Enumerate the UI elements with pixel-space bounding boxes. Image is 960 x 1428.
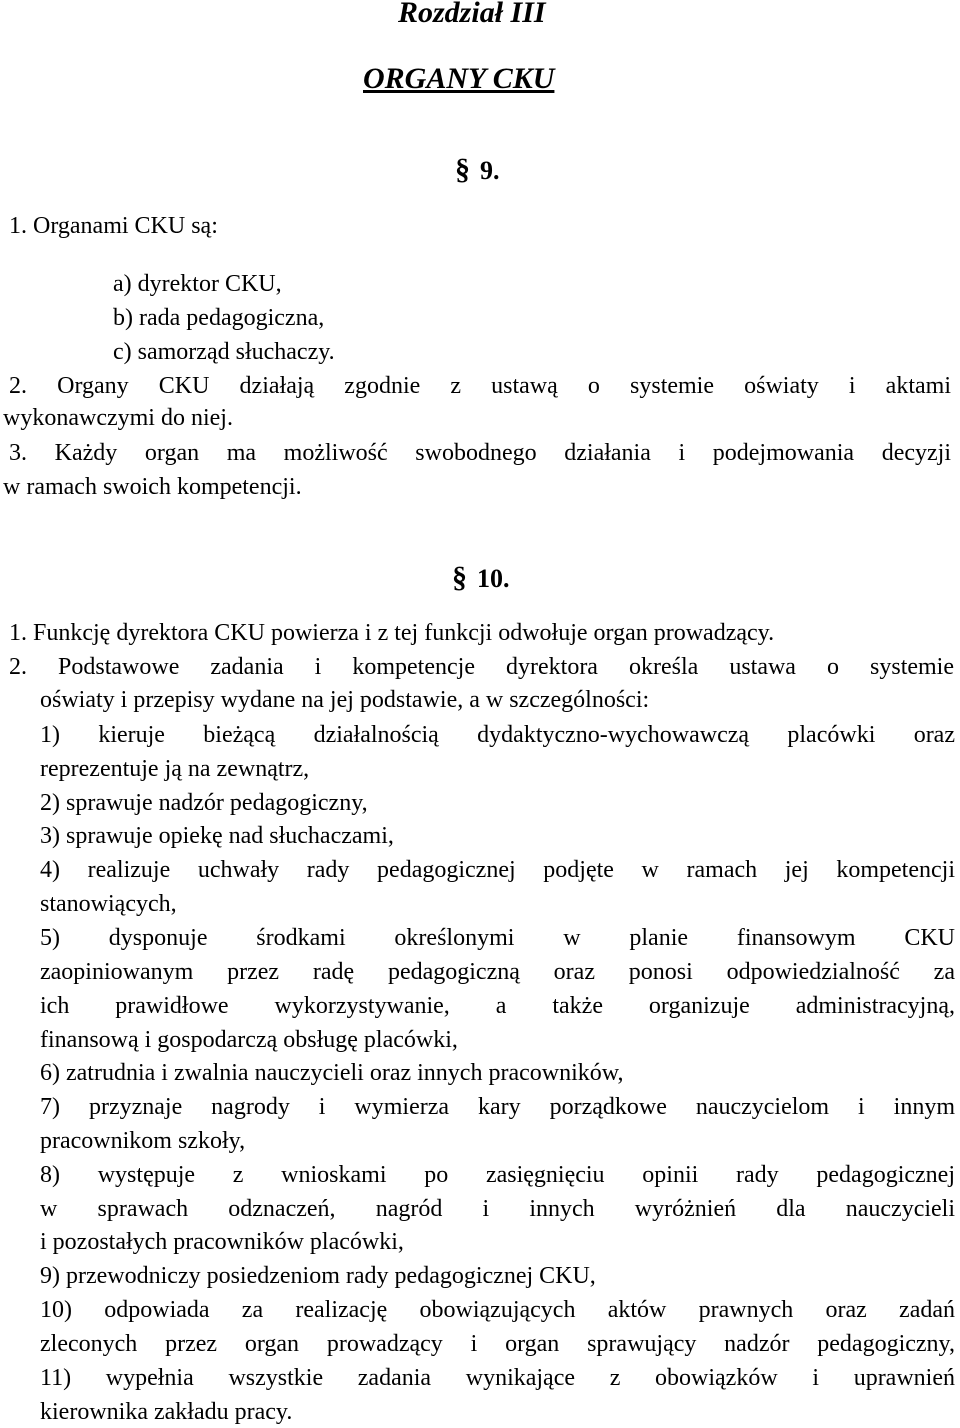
section-9-paragraph-2-line-2: wykonawczymi do niej. bbox=[3, 405, 233, 431]
section-10-number: 10. bbox=[477, 564, 510, 593]
section-sign-icon: § bbox=[455, 153, 470, 186]
section-10-line-20: 9) przewodniczy posiedzeniom rady pedagogicznej CKU, bbox=[40, 1263, 596, 1289]
list-item-b: b) rada pedagogiczna, bbox=[113, 305, 325, 331]
section-10-line-9: stanowiących, bbox=[40, 891, 177, 917]
section-10-heading bbox=[452, 563, 510, 593]
section-10-line-8: 4) realizuje uchwały rady pedagogicznej podjęte w ramach jej kompetencji bbox=[40, 857, 955, 883]
section-10-line-16: pracownikom szkoły, bbox=[40, 1128, 246, 1154]
section-9-paragraph-2-line-1: 2. Organy CKU działają zgodnie z ustawą o systemie oświaty i aktami bbox=[9, 373, 951, 399]
section-10-line-23: 11) wypełnia wszystkie zadania wynikające z obowiązków i uprawnień bbox=[40, 1365, 955, 1391]
list-item-c: c) samorząd słuchaczy. bbox=[113, 339, 335, 365]
section-10-line-1: 1. Funkcję dyrektora CKU powierza i z tej funkcji odwołuje organ prowadzący. bbox=[9, 620, 775, 646]
section-9-paragraph-3-line-1: 3. Każdy organ ma możliwość swobodnego działania i podejmowania decyzji bbox=[9, 440, 951, 466]
section-10-line-5: reprezentuje ją na zewnątrz, bbox=[40, 756, 310, 782]
section-10-line-18: w sprawach odznaczeń, nagród i innych wyróżnień dla nauczycieli bbox=[40, 1196, 955, 1222]
section-10-line-19: i pozostałych pracowników placówki, bbox=[40, 1229, 404, 1255]
section-10-line-15: 7) przyznaje nagrody i wymierza kary porządkowe nauczycielom i innym bbox=[40, 1094, 955, 1120]
section-10-line-10: 5) dysponuje środkami określonymi w planie finansowym CKU bbox=[40, 925, 955, 951]
section-10-line-12: ich prawidłowe wykorzystywanie, a także organizuje administracyjną, bbox=[40, 993, 955, 1019]
chapter-title: ORGANY CKU bbox=[363, 62, 555, 95]
section-10-line-24: kierownika zakładu pracy. bbox=[40, 1399, 293, 1425]
section-10-line-22: zleconych przez organ prowadzący i organ sprawujący nadzór pedagogiczny, bbox=[40, 1331, 955, 1357]
section-9-paragraph-1: 1. Organami CKU są: bbox=[9, 213, 218, 239]
section-sign-icon: § bbox=[452, 561, 467, 594]
list-item-a: a) dyrektor CKU, bbox=[113, 271, 282, 297]
section-10-line-17: 8) występuje z wnioskami po zasięgnięciu opinii rady pedagogicznej bbox=[40, 1162, 955, 1188]
section-10-line-6: 2) sprawuje nadzór pedagogiczny, bbox=[40, 790, 368, 816]
section-9-paragraph-3-line-2: w ramach swoich kompetencji. bbox=[3, 474, 302, 500]
chapter-heading: Rozdział III bbox=[398, 0, 546, 29]
section-10-line-7: 3) sprawuje opiekę nad słuchaczami, bbox=[40, 823, 394, 849]
section-10-line-2: 2. Podstawowe zadania i kompetencje dyrektora określa ustawa o systemie bbox=[9, 654, 954, 680]
section-10-line-14: 6) zatrudnia i zwalnia nauczycieli oraz innych pracowników, bbox=[40, 1060, 624, 1086]
section-9-number: 9. bbox=[480, 156, 500, 185]
section-9-heading bbox=[455, 155, 500, 185]
section-10-line-3: oświaty i przepisy wydane na jej podstawie, a w szczególności: bbox=[40, 687, 650, 713]
section-10-line-4: 1) kieruje bieżącą działalnością dydaktyczno-wychowawczą placówki oraz bbox=[40, 722, 955, 748]
section-10-line-13: finansową i gospodarczą obsługę placówki, bbox=[40, 1027, 458, 1053]
section-10-line-21: 10) odpowiada za realizację obowiązujących aktów prawnych oraz zadań bbox=[40, 1297, 955, 1323]
section-10-line-11: zaopiniowanym przez radę pedagogiczną oraz ponosi odpowiedzialność za bbox=[40, 959, 955, 985]
